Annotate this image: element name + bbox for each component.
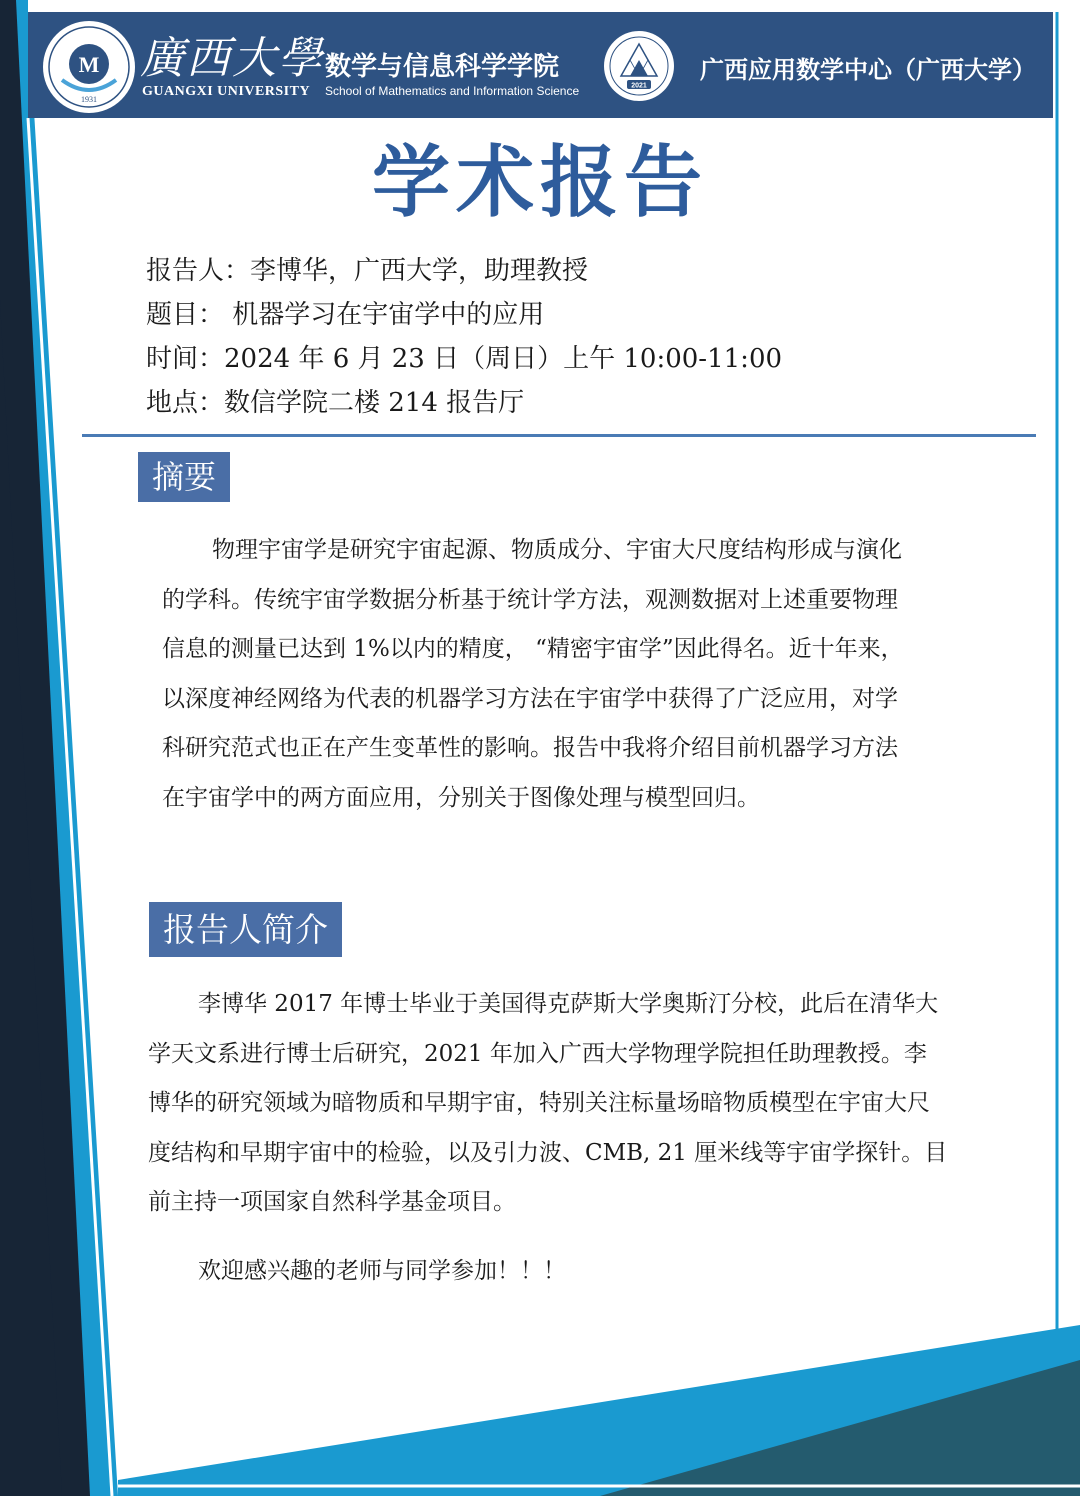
abstract-line: 在宇宙学中的两方面应用，分别关于图像处理与模型回归。 xyxy=(162,784,760,811)
bio-line: 博华的研究领域为暗物质和早期宇宙，特别关注标量场暗物质模型在宇宙大尺 xyxy=(148,1090,930,1116)
university-name-cn: 廣西大學 xyxy=(140,33,324,84)
svg-text:2021: 2021 xyxy=(631,82,647,90)
abstract-line: 以深度神经网络为代表的机器学习方法在宇宙学中获得了广泛应用，对学 xyxy=(162,685,898,712)
welcome-text: 欢迎感兴趣的老师与同学参加！！！ xyxy=(198,1258,566,1284)
place-line: 地点：数信学院二楼 214 报告厅 xyxy=(146,388,525,418)
school-name-en: School of Mathematics and Information Science xyxy=(325,84,580,98)
applied-math-center-logo xyxy=(603,30,675,102)
bio-line: 前主持一项国家自然科学基金项目。 xyxy=(148,1189,516,1215)
topic-line: 题目： 机器学习在宇宙学中的应用 xyxy=(146,300,545,330)
abstract-heading: 摘要 xyxy=(138,452,230,502)
abstract-line: 的学科。传统宇宙学数据分析基于统计学方法，观测数据对上述重要物理 xyxy=(162,586,898,613)
time-line: 时间：2024 年 6 月 23 日（周日）上午 10:00-11:00 xyxy=(146,344,783,374)
bio-line: 李博华 2017 年博士毕业于美国得克萨斯大学奥斯汀分校，此后在清华大 xyxy=(198,991,939,1017)
abstract-paragraph xyxy=(162,526,904,823)
abstract-line: 科研究范式也正在产生变革性的影响。报告中我将介绍目前机器学习方法 xyxy=(162,735,898,761)
center-name: 广西应用数学中心（广西大学） xyxy=(700,56,1036,84)
abstract-line: 信息的测量已达到 1%以内的精度， “精密宇宙学”因此得名。近十年来， xyxy=(162,636,904,662)
bio-heading: 报告人简介 xyxy=(149,902,342,957)
abstract-line: 物理宇宙学是研究宇宙起源、物质成分、宇宙大尺度结构形成与演化 xyxy=(212,537,902,563)
speaker-line: 报告人：李博华，广西大学，助理教授 xyxy=(146,256,589,286)
bio-paragraph xyxy=(148,980,947,1228)
bio-line: 度结构和早期宇宙中的检验，以及引力波、CMB, 21 厘米线等宇宙学探针。目 xyxy=(148,1139,948,1166)
university-name-en: GUANGXI UNIVERSITY xyxy=(142,84,311,99)
guangxi-university-logo xyxy=(42,20,136,114)
svg-text:1931: 1931 xyxy=(81,95,97,104)
bio-line: 学天文系进行博士后研究，2021 年加入广西大学物理学院担任助理教授。李 xyxy=(148,1040,927,1067)
page-title: 学术报告 xyxy=(371,138,708,228)
school-name-cn: 数学与信息科学学院 xyxy=(325,52,560,82)
svg-text:M: M xyxy=(78,52,100,77)
section-divider xyxy=(82,434,1036,437)
